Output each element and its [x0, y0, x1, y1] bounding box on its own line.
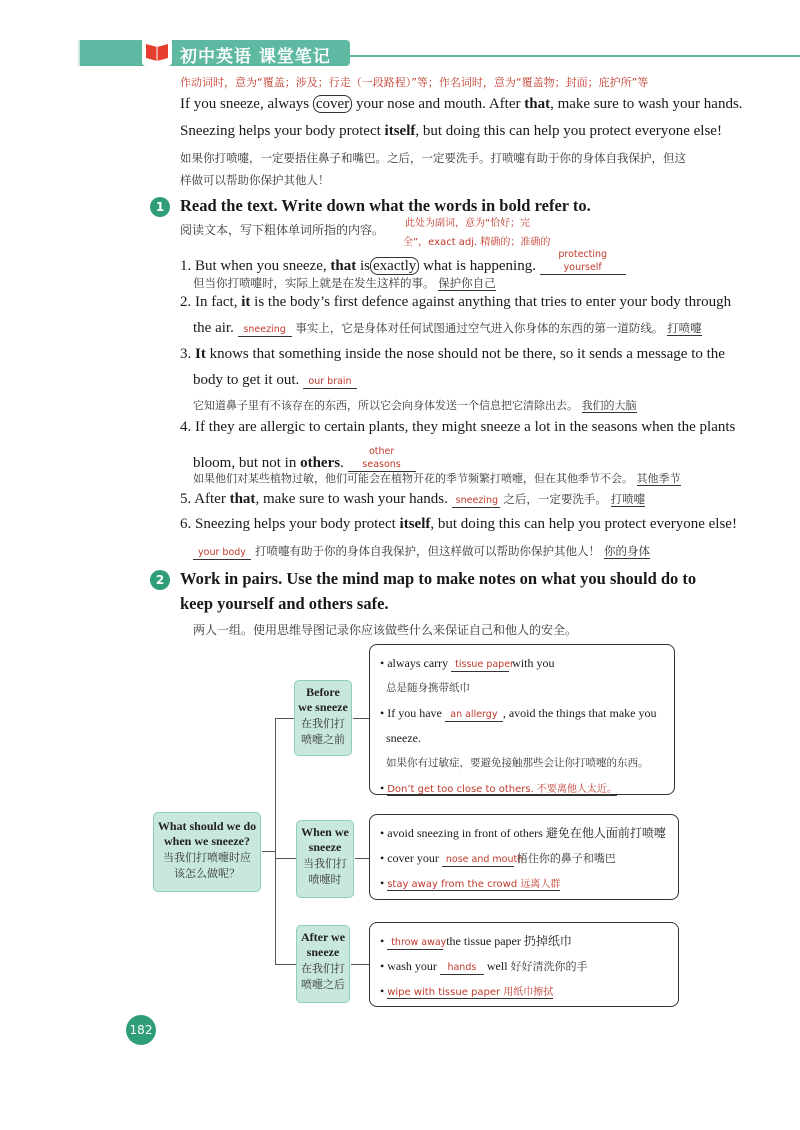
item-3: 3. It knows that something inside the nose should not be there, so it sends a message to the: [180, 346, 725, 362]
connector-before-box: [353, 718, 369, 719]
item-5: 5. After that, make sure to wash your hands. sneezing 之后，一定要洗手。 打喷嚏: [180, 491, 646, 507]
header-title: 初中英语 课堂笔记: [180, 47, 331, 67]
after-line-3: • wipe with tissue paper 用纸巾擦拭: [380, 984, 554, 998]
answer-5: sneezing: [452, 494, 500, 508]
section-2-badge: 2: [150, 570, 170, 590]
section-2-title-2: keep yourself and others safe.: [180, 594, 389, 613]
section-1-title-cn: 阅读文本，写下粗体单词所指的内容。: [180, 223, 385, 237]
item-6: 6. Sneezing helps your body protect itself, but doing this can help you protect everyone else!: [180, 516, 737, 532]
mindmap-after-node: After we sneeze 在我们打 喷嚏之后: [296, 925, 350, 1003]
item-2: 2. In fact, it is the body’s first defence against anything that tries to enter your body through: [180, 294, 732, 310]
section-1-badge: 1: [150, 197, 170, 217]
before-line-1: • always carry tissue paper with you: [380, 656, 555, 670]
answer-6: your body: [193, 546, 251, 560]
item-2-cont: the air. sneezing 事实上，它是身体对任何试图通过空气进入你身体的东西的第一道防线。 打喷嚏: [193, 320, 702, 336]
item-3-cn: 它知道鼻子里有不该存在的东西，所以它会向身体发送一个信息把它清除出去。 我们的大脑: [193, 399, 637, 412]
connector-spine: [275, 718, 276, 965]
mindmap-root: What should we do when we sneeze? 当我们打喷嚏时应 该怎么做呢？: [153, 812, 261, 892]
section-2-title-cn: 两人一组。使用思维导图记录你应该做些什么来保证自己和他人的安全。: [193, 623, 578, 637]
item-6-cont: your body 打喷嚏有助于你的身体自我保护，但这样做可以帮助你保护其他人！ 你的身体: [193, 542, 650, 560]
before-line-2: • If you have an allergy , avoid the things that make you: [380, 706, 657, 720]
item-4-cn: 如果他们对某些植物过敏，他们可能会在植物开花的季节频繁打喷嚏，但在其他季节不会。 其他季节: [193, 472, 681, 485]
answer-4: other seasons: [348, 445, 416, 472]
before-line-2-cont: sneeze.: [386, 731, 421, 745]
answer-3: our brain: [303, 375, 357, 389]
after-line-2: • wash your hands well 好好清洗你的手: [380, 959, 588, 973]
after-line-1: • throw away the tissue paper 扔掉纸巾: [380, 934, 572, 948]
answer-2: sneezing: [238, 323, 292, 337]
item-4-cont: bloom, but not in others. other seasons: [193, 445, 416, 472]
book-logo-icon: [142, 38, 172, 66]
page-number: 182: [126, 1015, 156, 1045]
when-line-3: • stay away from the crowd 远离人群: [380, 876, 561, 890]
when-line-2: • cover your nose and mouth 捂住你的鼻子和嘴巴: [380, 851, 616, 865]
connector-root: [262, 851, 275, 852]
item-1: 1. But when you sneeze, that is exactly what is happening. protecting yourself: [180, 248, 626, 275]
intro-cn-2: 样做可以帮助你保护其他人！: [180, 173, 330, 187]
item-4: 4. If they are allergic to certain plants, they might sneeze a lot in the seasons when the plants: [180, 419, 736, 435]
answer-1: protecting yourself: [540, 248, 626, 275]
connector-when: [275, 858, 296, 859]
mindmap-when-box: [369, 814, 679, 900]
connector-after-box: [351, 964, 369, 965]
intro-line-2: Sneezing helps your body protect itself, but doing this can help you protect everyone else!: [180, 123, 722, 139]
exactly-note-2: 全”，exact adj. 精确的；准确的: [403, 237, 551, 248]
connector-after: [275, 964, 296, 965]
connector-before: [275, 718, 294, 719]
before-line-2-cn: 如果你有过敏症，要避免接触那些会让你打喷嚏的东西。: [386, 757, 649, 769]
intro-cn-1: 如果你打喷嚏，一定要捂住鼻子和嘴巴。之后，一定要洗手。打喷嚏有助于你的身体自我保护，但这: [180, 151, 686, 165]
exactly-note-1: 此处为副词，意为“恰好；完: [405, 218, 531, 229]
intro-note: 作动词时，意为“覆盖；涉及；行走（一段路程）”等；作名词时，意为“覆盖物；封面；庇护所”等: [180, 76, 649, 89]
before-line-3: • Don’t get too close to others. 不要离他人太近。: [380, 781, 617, 795]
item-1-cn: 但当你打喷嚏时，实际上就是在发生这样的事。 保护你自己: [193, 276, 496, 290]
mindmap-before-box: [369, 644, 675, 795]
mindmap-after-box: [369, 922, 679, 1007]
before-line-1-cn: 总是随身携带纸巾: [386, 682, 470, 694]
intro-line-1: If you sneeze, always cover your nose and mouth. After that, make sure to wash your hands.: [180, 96, 743, 112]
header-rule: [350, 55, 800, 57]
mindmap-when-node: When we sneeze 当我们打 喷嚏时: [296, 820, 354, 898]
section-1-title: Read the text. Write down what the words in bold refer to.: [180, 196, 591, 215]
mindmap-before-node: Before we sneeze 在我们打 喷嚏之前: [294, 680, 352, 756]
connector-when-box: [355, 858, 369, 859]
item-3-cont: body to get it out. our brain: [193, 372, 357, 389]
section-2-title-1: Work in pairs. Use the mind map to make notes on what you should do to: [180, 569, 697, 588]
when-line-1: • avoid sneezing in front of others 避免在他人面前打喷嚏: [380, 826, 666, 840]
